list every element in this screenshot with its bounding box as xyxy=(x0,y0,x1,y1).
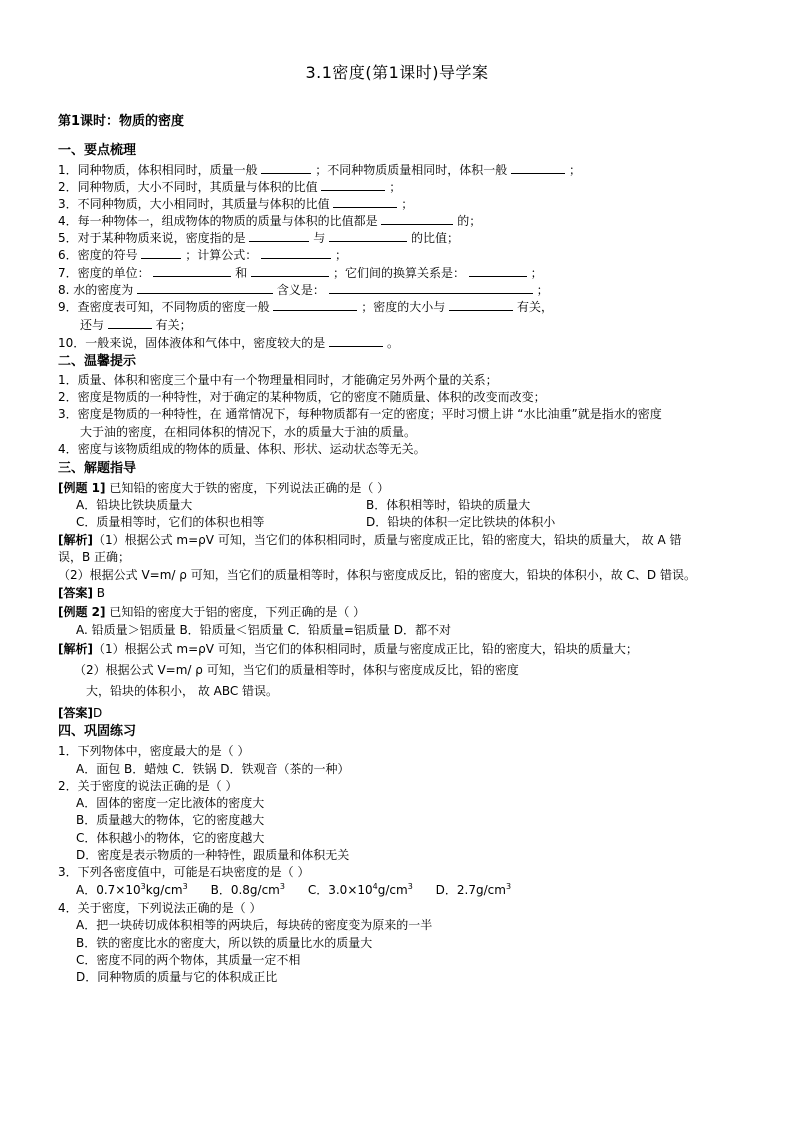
blank[interactable] xyxy=(273,298,357,311)
example-1-option-d: D．铅块的体积一定比铁块的体积小 xyxy=(366,515,556,529)
blank[interactable] xyxy=(137,281,273,294)
exercise-2-question: 2．关于密度的说法正确的是（ ） xyxy=(58,779,238,793)
example-2-options: A. 铅质量＞铝质量 B．铅质量＜铝质量 C．铅质量=铝质量 D．都不对 xyxy=(76,623,451,637)
point-9-cont: 还与 有关； xyxy=(80,318,192,332)
example-1-answer: [答案] B xyxy=(58,586,106,600)
exercise-1-question: 1．下列物体中，密度最大的是（ ） xyxy=(58,744,250,758)
blank[interactable] xyxy=(261,246,331,259)
lesson-heading: 第1课时：物质的密度 xyxy=(58,114,185,129)
example-2-question: [例题 2] 已知铅的密度大于铝的密度，下列正确的是（ ） xyxy=(58,605,366,619)
blank[interactable] xyxy=(329,281,533,294)
exercise-4-option-a: A．把一块砖切成体积相等的两块后，每块砖的密度变为原来的一半 xyxy=(76,918,433,932)
blank[interactable] xyxy=(381,212,453,225)
tip-2: 2．密度是物质的一种特性，对于确定的某种物质，它的密度不随质量、体积的改变而改变； xyxy=(58,390,546,404)
example-1-analysis-1: [解析]（1）根据公式 m=ρV 可知，当它们的体积相同时，质量与密度成正比，铅的密度大，铅块的质量大， 故 A 错 xyxy=(58,533,682,547)
exercise-4-option-b: B．铁的密度比水的密度大，所以铁的质量比水的质量大 xyxy=(76,936,373,950)
exercise-3-options: A．$0.7\times 10^3kg/cm^3$ B．$0.8g/cm^3$ C．$3.0\times 10^4g/cm^3$ D．$2.7g/cm^3$ xyxy=(76,882,512,897)
point-4: 4．每一种物体一，组成物体的物质的质量与体积的比值都是 的； xyxy=(58,214,482,228)
blank[interactable] xyxy=(511,161,565,174)
point-10: 10．一般来说，固体液体和气体中，密度较大的是 。 xyxy=(58,336,399,350)
blank[interactable] xyxy=(261,161,311,174)
tip-4: 4．密度与该物质组成的物体的质量、体积、形状、运动状态等无关。 xyxy=(58,442,426,456)
blank[interactable] xyxy=(321,178,385,191)
blank[interactable] xyxy=(329,229,407,242)
blank[interactable] xyxy=(141,246,181,259)
point-9: 9．查密度表可知，不同物质的密度一般 ；密度的大小与 有关， xyxy=(58,300,553,314)
point-2: 2．同种物质，大小不同时，其质量与体积的比值 ； xyxy=(58,180,402,194)
section-3-heading: 三、解题指导 xyxy=(58,461,137,476)
section-4-heading: 四、巩固练习 xyxy=(58,724,137,739)
exercise-1-options: A．面包 B．蜡烛 C．铁锅 D．铁观音（茶的一种） xyxy=(76,762,350,776)
point-3: 3．不同种物质，大小相同时，其质量与体积的比值 ； xyxy=(58,197,414,211)
point-5: 5．对于某种物质来说，密度指的是 与 的比值； xyxy=(58,231,459,245)
point-7: 7．密度的单位： 和 ；它们间的换算关系是： ； xyxy=(58,266,543,280)
exercise-2-option-a: A．固体的密度一定比液体的密度大 xyxy=(76,796,265,810)
example-1-analysis-3: （2）根据公式 V=m/ ρ 可知，当它们的质量相等时，体积与密度成反比，铅的密度大，铅块的体积小，故 C、D 错误。 xyxy=(58,568,696,582)
point-1: 1．同种物质，体积相同时，质量一般 ；不同种物质质量相同时，体积一般 ； xyxy=(58,163,581,177)
point-6: 6．密度的符号 ；计算公式： ； xyxy=(58,248,347,262)
example-2-analysis-1: [解析]（1）根据公式 m=ρV 可知，当它们的体积相同时，质量与密度成正比，铅的密度大，铅块的质量大； xyxy=(58,642,638,656)
blank[interactable] xyxy=(153,264,231,277)
example-2-analysis-3: 大，铅块的体积小， 故 ABC 错误。 xyxy=(86,684,279,698)
exercise-2-option-c: C．体积越小的物体，它的密度越大 xyxy=(76,831,265,845)
example-2-answer: [答案]D xyxy=(58,706,103,720)
blank[interactable] xyxy=(108,316,152,329)
exercise-4-option-c: C．密度不同的两个物体，其质量一定不相 xyxy=(76,953,301,967)
example-1-option-a: A．铅块比铁块质量大 xyxy=(76,498,193,512)
example-1-analysis-2: 误，B 正确； xyxy=(58,550,131,564)
blank[interactable] xyxy=(249,229,309,242)
page-title: 3.1密度(第1课时)导学案 xyxy=(305,63,489,82)
example-2-analysis-2: （2）根据公式 V=m/ ρ 可知，当它们的质量相等时，体积与密度成反比，铅的密度 xyxy=(74,663,519,677)
tip-3-cont: 大于油的密度，在相同体积的情况下，水的质量大于油的质量。 xyxy=(80,425,417,439)
example-1-option-b: B．体积相等时，铅块的质量大 xyxy=(366,498,531,512)
example-1-option-c: C．质量相等时，它们的体积也相等 xyxy=(76,515,265,529)
tip-3: 3．密度是物质的一种特性，在 通常情况下，每种物质都有一定的密度；平时习惯上讲 “水比油重”就是指水的密度 xyxy=(58,407,662,421)
exercise-4-option-d: D．同种物质的质量与它的体积成正比 xyxy=(76,970,278,984)
tip-1: 1．质量、体积和密度三个量中有一个物理量相同时，才能确定另外两个量的关系； xyxy=(58,373,498,387)
blank[interactable] xyxy=(449,298,513,311)
point-8: 8. 水的密度为 含义是： ； xyxy=(58,283,549,297)
section-1-heading: 一、要点梳理 xyxy=(58,143,137,158)
exercise-4-question: 4．关于密度，下列说法正确的是（ ） xyxy=(58,901,262,915)
section-2-heading: 二、温馨提示 xyxy=(58,354,137,369)
blank[interactable] xyxy=(333,195,397,208)
exercise-3-question: 3．下列各密度值中，可能是石块密度的是（ ） xyxy=(58,865,310,879)
exercise-2-option-d: D．密度是表示物质的一种特性，跟质量和体积无关 xyxy=(76,848,350,862)
blank[interactable] xyxy=(469,264,527,277)
exercise-2-option-b: B．质量越大的物体，它的密度越大 xyxy=(76,813,265,827)
blank[interactable] xyxy=(329,334,383,347)
blank[interactable] xyxy=(251,264,329,277)
example-1-question: [例题 1] 已知铅的密度大于铁的密度，下列说法正确的是（ ） xyxy=(58,481,390,495)
